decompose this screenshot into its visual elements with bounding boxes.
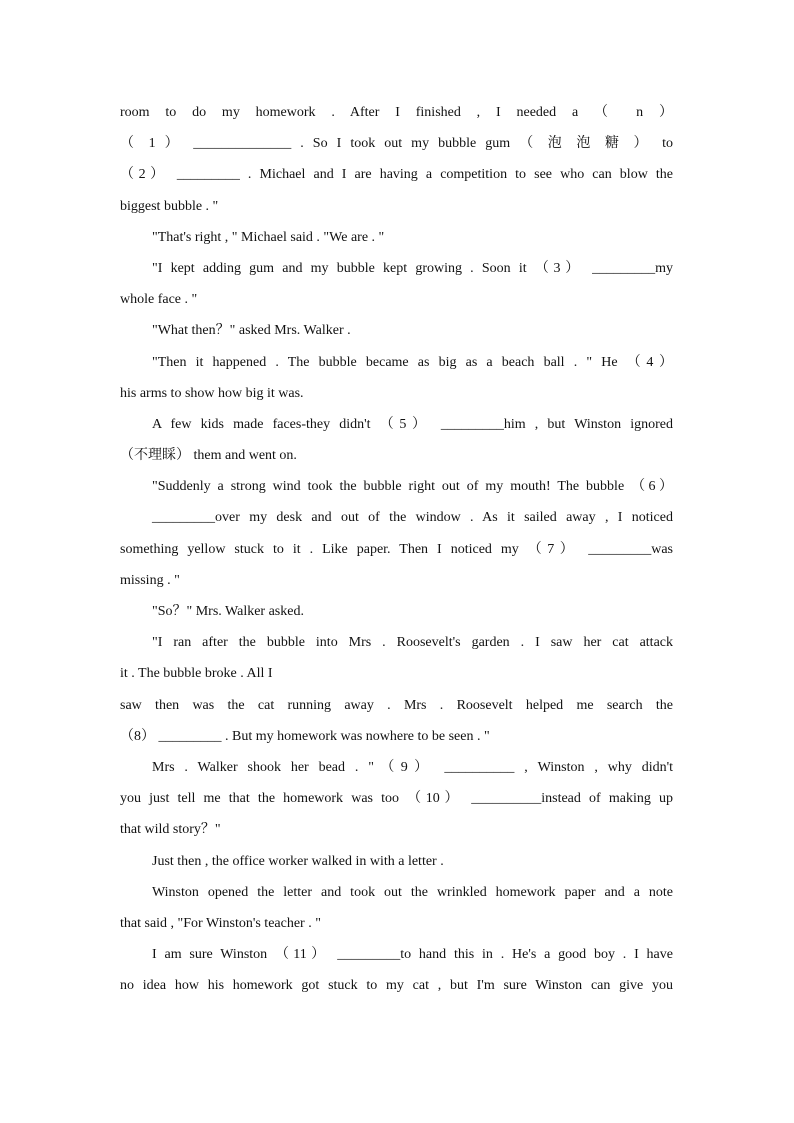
passage-line: it . The bubble broke . All I [120,666,273,682]
passage-line: no idea how his homework got stuck to my cat , but I'm sure Winston can give you [120,978,673,994]
passage-line: "I ran after the bubble into Mrs . Roosevelt's garden . I saw her cat attack [152,635,673,651]
passage-line: （2） _________ . Michael and I are having a competition to see who can blow the [120,167,673,183]
passage-line: missing . " [120,572,180,588]
passage-line: you just tell me that the homework was too （10） __________instead of making up [120,791,673,807]
passage-line: whole face . " [120,292,198,308]
passage-line: his arms to show how big it was. [120,385,304,401]
passage-line: （ 1 ） ______________ . So I took out my bubble gum （ 泡 泡 糖 ） to [120,136,673,152]
passage-text [120,97,673,1001]
passage-line: room to do my homework . After I finished , I needed a （ n ） [120,105,673,120]
passage-line: Mrs . Walker shook her bead . "（9） __________ , Winston , why didn't [152,759,673,775]
passage-line: "Suddenly a strong wind took the bubble right out of my mouth! The bubble （6） [152,479,673,495]
passage-line: something yellow stuck to it . Like paper. Then I noticed my （7） _________was [120,541,673,557]
passage-line: A few kids made faces-they didn't （5） _________him , but Winston ignored [152,416,673,432]
passage-line: I am sure Winston （11） _________to hand this in . He's a good boy . I have [152,947,673,963]
passage-line: "What then？" asked Mrs. Walker . [152,323,351,339]
passage-line: "That's right , " Michael said . "We are . " [152,229,385,245]
passage-line: that wild story？" [120,822,221,838]
passage-line: "Then it happened . The bubble became as big as a beach ball . " He （4） [152,354,673,370]
passage-line: "So？" Mrs. Walker asked. [152,604,304,619]
passage-line: biggest bubble . " [120,198,219,214]
passage-line: "I kept adding gum and my bubble kept growing . Soon it （3） _________my [152,260,673,276]
passage-line: _________over my desk and out of the window . As it sailed away , I noticed [152,510,673,526]
passage-line: （不理睬） them and went on. [120,448,297,464]
passage-line: （8） _________ . But my homework was nowhere to be seen . " [120,728,490,744]
passage-line: that said , "For Winston's teacher . " [120,915,321,931]
passage-line: saw then was the cat running away . Mrs . Roosevelt helped me search the [120,697,673,713]
passage-line: Winston opened the letter and took out the wrinkled homework paper and a note [152,884,673,900]
passage-line: Just then , the office worker walked in with a letter . [152,853,444,869]
